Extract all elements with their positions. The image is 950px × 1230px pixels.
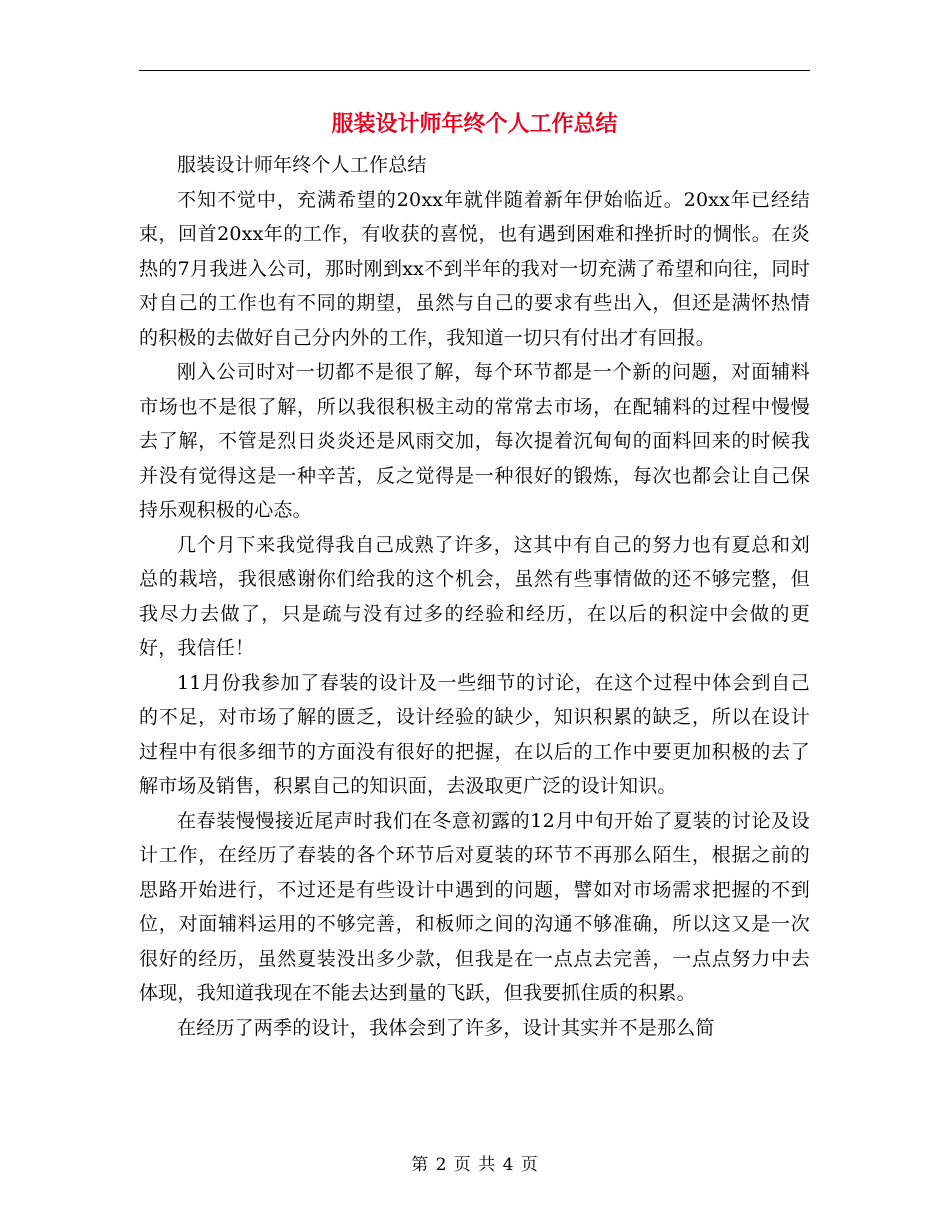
document-body [139,148,810,1045]
document-title: 服装设计师年终个人工作总结 [331,112,618,137]
paragraph-subtitle: 服装设计师年终个人工作总结 [177,154,427,176]
paragraph-reflection: 在经历了两季的设计，我体会到了许多，设计其实并不是那么简 [177,1016,715,1039]
paragraph-intro: 不知不觉中，充满希望的20xx年就伴随着新年伊始临近。20xx年已经结束，回首20xx年的工作，有收获的喜悦，也有遇到困难和挫折时的惆怅。在炎热的7月我进入公司，那时刚到xx不到半年的我对一切充满了希望和向往，同时对自己的工作也有不同的期望，虽然与自己的要求有些出入，但还是满怀热情的积极的去做好自己分内外的工作，我知道一切只有付出才有回报。 [139,188,810,349]
paragraph-joining-company: 刚入公司时对一切都不是很了解，每个环节都是一个新的问题，对面辅料市场也不是很了解，所以我很积极主动的常常去市场，在配辅料的过程中慢慢去了解，不管是烈日炎炎还是风雨交加，每次提着沉甸甸的面料回来的时候我并没有觉得这是一种辛苦，反之觉得是一种很好的锻炼，每次也都会让自己保持乐观积极的心态。 [139,361,810,521]
header-rule [139,70,810,71]
paragraph-growth: 几个月下来我觉得我自己成熟了许多，这其中有自己的努力也有夏总和刘总的栽培，我很感谢你们给我的这个机会，虽然有些事情做的还不够完整，但我尽力去做了，只是疏与没有过多的经验和经历，在以后的积淀中会做的更好，我信任！ [139,533,810,659]
paragraph-spring-design: 11月份我参加了春装的设计及一些细节的讨论，在这个过程中体会到自己的不足，对市场了解的匮乏，设计经验的缺少，知识积累的缺乏，所以在设计过程中有很多细节的方面没有很好的把握，在以后的工作中要更加积极的去了解市场及销售，积累自己的知识面，去汲取更广泛的设计知识。 [139,671,810,797]
page-number: 第 2 页 共 4 页 [411,1155,539,1175]
paragraph-summer-design: 在春装慢慢接近尾声时我们在冬意初露的12月中旬开始了夏装的讨论及设计工作，在经历了春装的各个环节后对夏装的环节不再那么陌生，根据之前的思路开始进行，不过还是有些设计中遇到的问题，譬如对市场需求把握的不到位，对面辅料运用的不够完善，和板师之间的沟通不够准确，所以这又是一次很好的经历，虽然夏装没出多少款，但我是在一点点去完善，一点点努力中去体现，我知道我现在不能去达到量的飞跃，但我要抓住质的积累。 [139,809,810,1004]
